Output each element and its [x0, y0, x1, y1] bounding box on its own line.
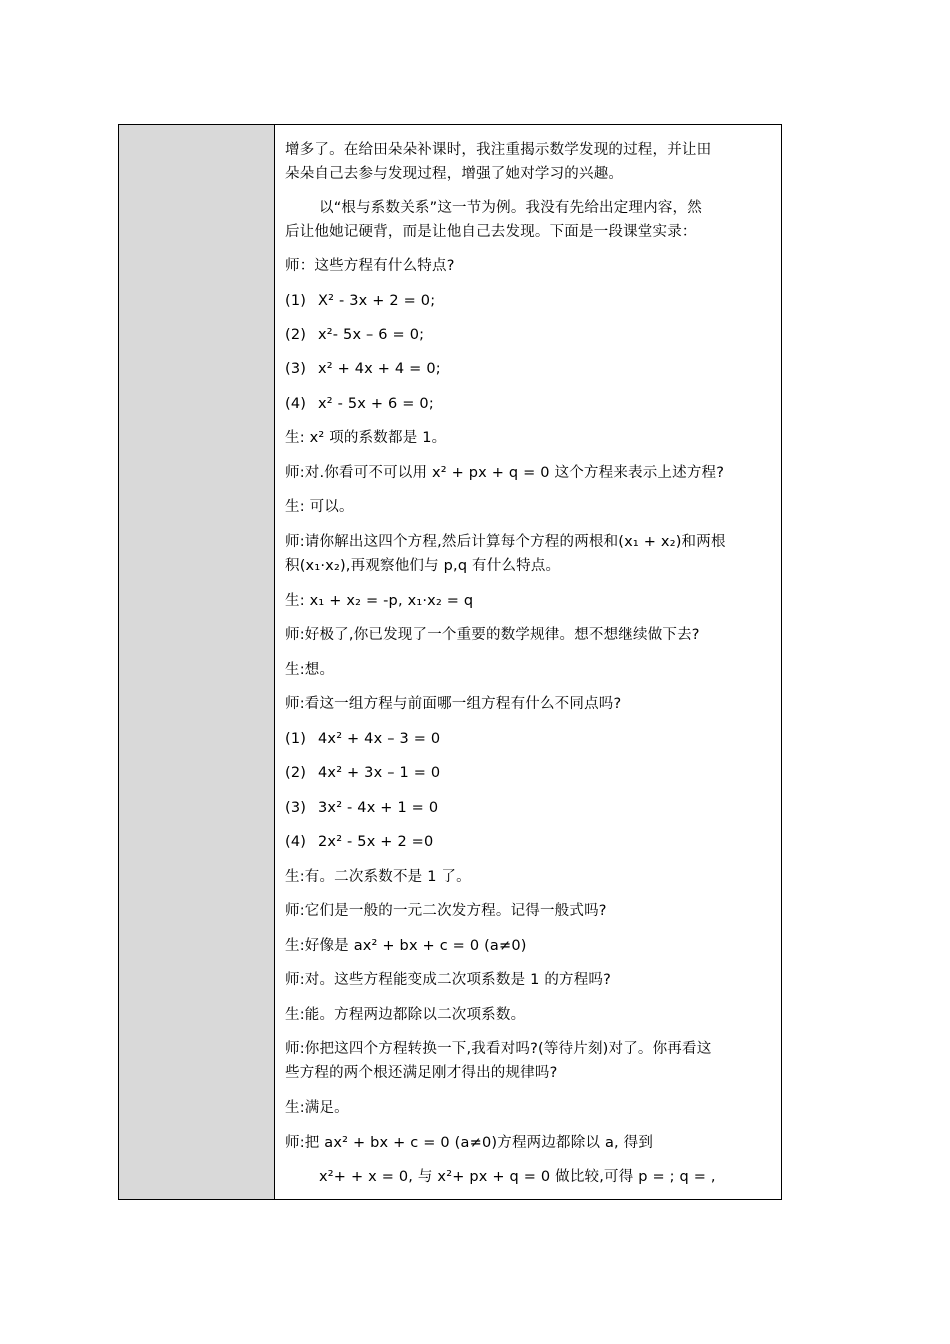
dialogue-line: 师:把 ax² + bx + c = 0 (a≠0)方程两边都除以 a, 得到: [285, 1135, 654, 1151]
equation: 3x² - 4x + 1 = 0: [318, 800, 439, 816]
intro-line: 以“根与系数关系”这一节为例。我没有先给出定理内容，然: [319, 200, 702, 216]
dialogue-line: 生: 可以。: [285, 499, 354, 515]
intro-line: 朵朵自己去参与发现过程，增强了她对学习的兴趣。: [285, 166, 624, 182]
equation-line: [285, 323, 773, 347]
dialogue-line: 师:请你解出这四个方程,然后计算每个方程的两根和(x₁ + x₂)和两根: [285, 534, 726, 550]
equation-number: (1): [285, 731, 307, 747]
equation-line: [285, 761, 773, 785]
equation-line: [285, 830, 773, 854]
content-table: [118, 124, 782, 1200]
dialogue-line: 生:有。二次系数不是 1 了。: [285, 869, 471, 885]
dialogue-line: 些方程的两个根还满足刚才得出的规律吗?: [285, 1065, 558, 1081]
equation: 2x² - 5x + 2 =0: [318, 834, 434, 850]
dialogue-line: 师:它们是一般的一元二次发方程。记得一般式吗?: [285, 903, 607, 919]
dialogue-line: x²+ + x = 0, 与 x²+ px + q = 0 做比较,可得 p = ; q = ,: [319, 1169, 716, 1185]
text-cell: [275, 125, 781, 1199]
equation-number: (2): [285, 765, 307, 781]
dialogue-line: 生: x₁ + x₂ = -p, x₁·x₂ = q: [285, 593, 474, 609]
equation-line: [285, 727, 773, 751]
equation: 4x² + 4x – 3 = 0: [318, 731, 441, 747]
intro-line: 后让他她记硬背，而是让他自己去发现。下面是一段课堂实录：: [285, 224, 697, 240]
equation: X² - 3x + 2 = 0;: [318, 293, 436, 309]
equation-number: (1): [285, 293, 307, 309]
dialogue-line: 师:看这一组方程与前面哪一组方程有什么不同点吗?: [285, 696, 622, 712]
equation-number: (4): [285, 834, 307, 850]
dialogue-line: 师:你把这四个方程转换一下,我看对吗?(等待片刻)对了。你再看这: [285, 1041, 712, 1057]
left-shaded-cell: [119, 125, 275, 1199]
equation: x² - 5x + 6 = 0;: [318, 396, 434, 412]
dialogue-line: 生:满足。: [285, 1100, 349, 1116]
intro-line: 增多了。在给田朵朵补课时，我注重揭示数学发现的过程，并让田: [285, 142, 712, 158]
equation: x²- 5x – 6 = 0;: [318, 327, 425, 343]
equation-line: [285, 392, 773, 416]
equation-number: (4): [285, 396, 307, 412]
dialogue-line: 生:能。方程两边都除以二次项系数。: [285, 1007, 526, 1023]
equation-line: [285, 796, 773, 820]
equation: x² + 4x + 4 = 0;: [318, 361, 441, 377]
dialogue-line: 师:好极了,你已发现了一个重要的数学规律。想不想继续做下去?: [285, 627, 700, 643]
dialogue-line: 师：这些方程有什么特点?: [285, 258, 455, 274]
equation-line: [285, 289, 773, 313]
equation: 4x² + 3x – 1 = 0: [318, 765, 441, 781]
dialogue-line: 生:好像是 ax² + bx + c = 0 (a≠0): [285, 938, 527, 954]
dialogue-line: 生:想。: [285, 662, 335, 678]
equation-number: (3): [285, 361, 307, 377]
dialogue-line: 积(x₁·x₂),再观察他们与 p,q 有什么特点。: [285, 558, 561, 574]
equation-number: (3): [285, 800, 307, 816]
equation-number: (2): [285, 327, 307, 343]
dialogue-line: 师:对。这些方程能变成二次项系数是 1 的方程吗?: [285, 972, 612, 988]
dialogue-line: 生: x² 项的系数都是 1。: [285, 430, 447, 446]
equation-line: [285, 357, 773, 381]
dialogue-line: 师:对.你看可不可以用 x² + px + q = 0 这个方程来表示上述方程?: [285, 465, 725, 481]
